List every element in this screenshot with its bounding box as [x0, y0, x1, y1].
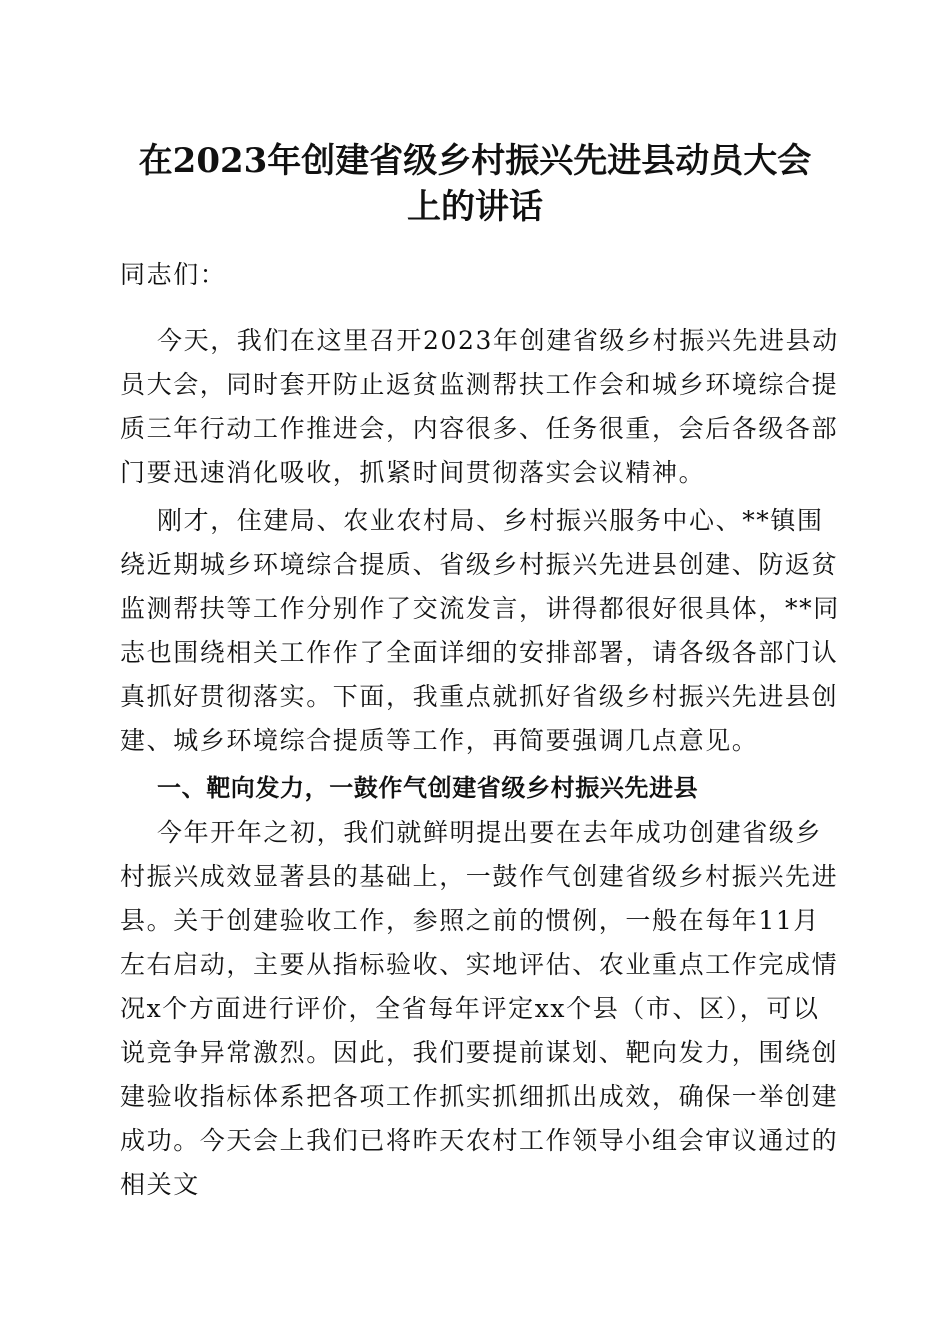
paragraph-1: 今天，我们在这里召开2023年创建省级乡村振兴先进县动员大会，同时套开防止返贫监测帮扶工作会和城乡环境综合提质三年行动工作推进会，内容很多、任务很重，会后各级各部门要迅速消化吸收，抓紧时间贯彻落实会议精神。 — [120, 326, 839, 487]
title-line-1: 在2023年创建省级乡村振兴先进县动员大会 — [138, 141, 812, 181]
paragraph-3: 今年开年之初，我们就鲜明提出要在去年成功创建省级乡村振兴成效显著县的基础上，一鼓作气创建省级乡村振兴先进县。关于创建验收工作，参照之前的惯例，一般在每年11月左右启动，主要从指标验收、实地评估、农业重点工作完成情况x个方面进行评价，全省每年评定xx个县（市、区），可以说竞争异常激烈。因此，我们要提前谋划、靶向发力，围绕创建验收指标体系把各项工作抓实抓细抓出成效，确保一举创建成功。今天会上我们已将昨天农村工作领导小组会审议通过的相关文 — [120, 818, 839, 1199]
section-heading-1: 一、靶向发力，一鼓作气创建省级乡村振兴先进县 — [157, 774, 699, 802]
title-line-2: 上的讲话 — [407, 187, 543, 227]
paragraph-2: 刚才，住建局、农业农村局、乡村振兴服务中心、**镇围绕近期城乡环境综合提质、省级乡村振兴先进县创建、防返贫监测帮扶等工作分别作了交流发言，讲得都很好很具体，**同志也围绕相关工作作了全面详细的安排部署，请各级各部门认真抓好贯彻落实。下面，我重点就抓好省级乡村振兴先进县创建、城乡环境综合提质等工作，再简要强调几点意见。 — [120, 506, 840, 755]
greeting: 同志们： — [120, 260, 227, 289]
